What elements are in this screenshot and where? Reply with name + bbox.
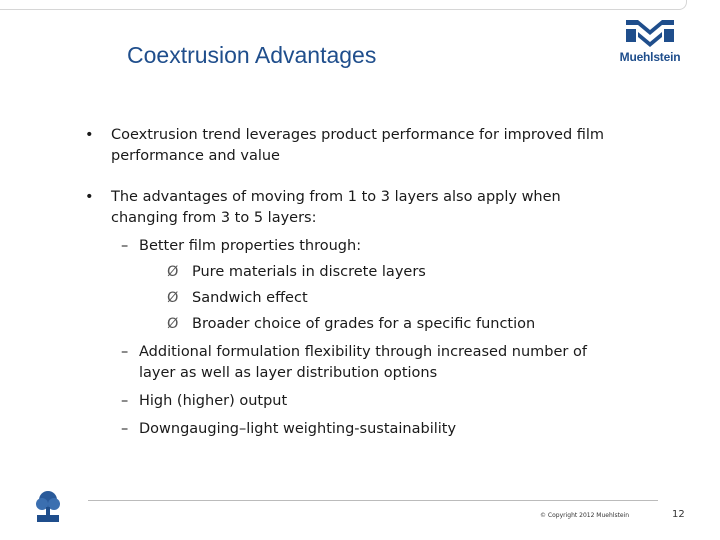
arrow-bullet-icon: Ø [167,290,179,306]
bullet-text: The advantages of moving from 1 to 3 layers also apply when changing from 3 to 5 layers: [111,189,561,226]
sub-bullet-item [85,342,625,384]
sub-sub-bullet-text: Pure materials in discrete layers [192,264,426,280]
sub-bullet-symbol: – [121,393,129,409]
sub-sub-bullet-item [85,314,625,335]
sub-bullet-text: Better film properties through: [139,238,362,254]
muehlstein-logo [612,20,688,66]
sub-bullet-text: High (higher) output [139,393,288,409]
sub-bullet-item [85,391,625,412]
bullet-item [85,125,625,167]
muehlstein-m-logo-icon [626,20,674,48]
novapol-tree-logo-icon [34,490,62,524]
sub-bullet-symbol: – [121,344,129,360]
sub-bullet-text: Downgauging–light weighting-sustainability [139,421,457,437]
logo-text: Muehlstein [619,50,681,64]
sub-bullet-item [85,236,625,257]
arrow-bullet-icon: Ø [167,316,179,332]
footer-divider [88,500,658,501]
sub-bullet-symbol: – [121,238,129,254]
sub-bullet-symbol: – [121,421,129,437]
sub-sub-bullet-text: Broader choice of grades for a specific function [192,316,536,332]
slide-content [85,125,625,452]
bullet-text: Coextrusion trend leverages product performance for improved film performance and value [111,127,605,164]
slide-title: Coextrusion Advantages [127,42,377,68]
bullet-symbol: • [85,127,94,143]
copyright-text: © Copyright 2012 Muehlstein [540,512,630,519]
bullet-item [85,187,625,440]
page-number: 12 [672,509,685,520]
top-border-line [0,0,687,10]
sub-sub-bullet-text: Sandwich effect [192,290,308,306]
sub-sub-bullet-item [85,288,625,309]
sub-bullet-item [85,419,625,440]
sub-sub-bullet-item [85,262,625,283]
bullet-symbol: • [85,189,94,205]
arrow-bullet-icon: Ø [167,264,179,280]
sub-bullet-text: Additional formulation flexibility through increased number of layer as well as layer distribution options [139,344,587,381]
